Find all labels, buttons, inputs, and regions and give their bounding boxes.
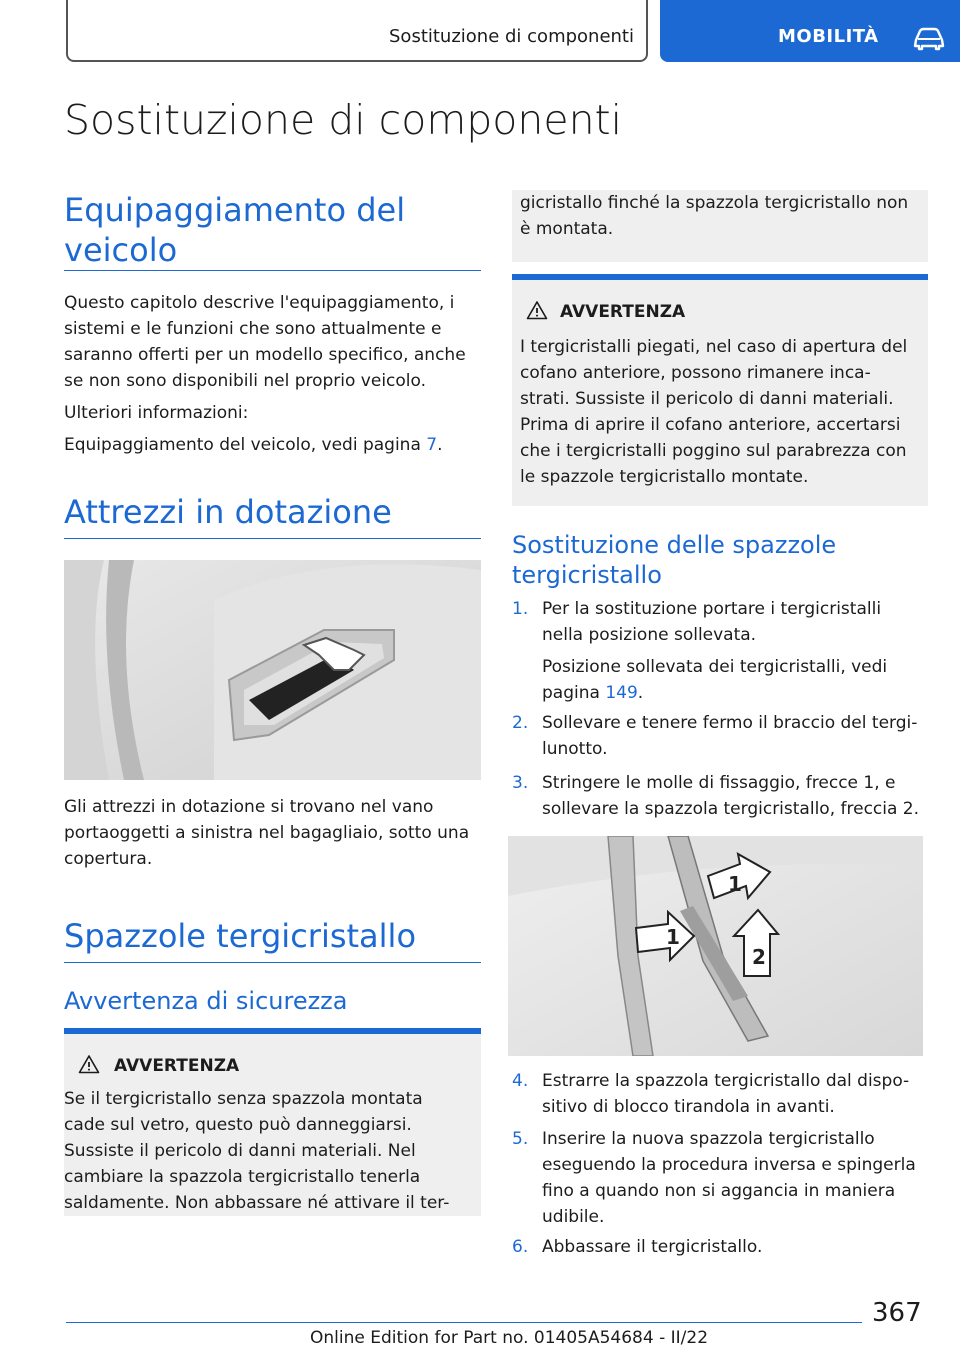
tools-paragraph — [64, 794, 484, 872]
text-line: Se il tergicristallo senza spazzola montata — [64, 1089, 423, 1109]
warning-header — [78, 1054, 240, 1078]
text-line: Estrarre la spazzola tergicristallo dal dispo- — [542, 1071, 910, 1091]
heading-tools: Attrezzi in dotazione — [64, 493, 392, 531]
text-line: eseguendo la procedura inversa e spingerla — [542, 1155, 916, 1175]
text-line: Gli attrezzi in dotazione si trovano nel vano — [64, 797, 434, 817]
text-line: copertura. — [64, 849, 153, 869]
heading-safety: Avvertenza di sicurezza — [64, 987, 348, 1015]
text-line: sitivo di blocco tirandola in avanti. — [542, 1097, 835, 1117]
equipment-paragraph — [64, 290, 484, 458]
text-line: sistemi e le funzioni che sono attualmente e — [64, 319, 442, 339]
reference-end: . — [637, 683, 644, 703]
reference-end: . — [437, 435, 443, 455]
heading-line1: Sostituzione delle spazzole — [512, 531, 837, 559]
warning-title: AVVERTENZA — [114, 1056, 240, 1076]
text-line: cofano anteriore, possono rimanere inca- — [520, 363, 871, 383]
warning-continuation — [512, 190, 928, 262]
header-chapter-title: MOBILITÀ — [778, 26, 879, 47]
text-line: Sollevare e tenere fermo il braccio del tergi- — [542, 713, 918, 733]
footer-divider — [66, 1322, 862, 1323]
wiper-blade-image — [508, 836, 923, 1056]
heading-line2: tergicristallo — [512, 561, 662, 589]
arrow-label-1a: 1 — [728, 872, 742, 896]
warning-text — [520, 334, 925, 490]
reference-text: pagina — [542, 683, 606, 703]
page-link-149[interactable]: 149 — [605, 683, 638, 703]
text-line: Per la sostituzione portare i tergicristalli — [542, 599, 882, 619]
divider — [64, 538, 481, 539]
tools-compartment-image — [64, 560, 481, 780]
step-number: 3. — [512, 773, 529, 793]
text-line: fino a quando non si aggancia in maniera — [542, 1181, 896, 1201]
step-number: 2. — [512, 713, 529, 733]
step-number: 4. — [512, 1071, 529, 1091]
text-line: lunotto. — [542, 739, 608, 759]
warning-box-2 — [512, 280, 928, 506]
divider — [64, 270, 481, 271]
header-chapter-tab[interactable] — [660, 0, 960, 62]
page-link-7[interactable]: 7 — [426, 435, 438, 455]
warning-text — [64, 1086, 474, 1216]
text-line: Inserire la nuova spazzola tergicristallo — [542, 1129, 875, 1149]
arrow-label-2: 2 — [752, 945, 766, 969]
divider — [64, 962, 481, 963]
heading-equipment-line2: veicolo — [64, 231, 178, 269]
heading-replace-wipers — [512, 530, 836, 590]
header-section-tab — [66, 0, 648, 62]
step-number: 5. — [512, 1129, 529, 1149]
text-line: gicristallo finché la spazzola tergicristallo non — [520, 193, 909, 213]
text-line: Stringere le molle di fissaggio, frecce 1, e — [542, 773, 896, 793]
footer-edition: Online Edition for Part no. 01405A54684 - II/22 — [310, 1328, 709, 1348]
heading-equipment-line1: Equipaggiamento del — [64, 191, 406, 229]
text-line: I tergicristalli piegati, nel caso di apertura del — [520, 337, 908, 357]
warning-triangle-icon — [78, 1054, 100, 1074]
text-line: Abbassare il tergicristallo. — [542, 1237, 763, 1257]
equipment-reference — [64, 432, 484, 458]
text-line: cambiare la spazzola tergicristallo tenerla — [64, 1167, 421, 1187]
text-line: saranno offerti per un modello specifico, anche — [64, 345, 466, 365]
warning-title: AVVERTENZA — [560, 302, 686, 322]
header-section-title: Sostituzione di componenti — [389, 26, 634, 47]
page-title: Sostituzione di componenti — [64, 96, 623, 144]
step-number: 1. — [512, 599, 529, 619]
heading-wipers: Spazzole tergicristallo — [64, 917, 417, 955]
car-icon — [912, 26, 946, 52]
text-line: saldamente. Non abbassare né attivare il ter- — [64, 1193, 450, 1213]
text-line: cade sul vetro, questo può danneggiarsi. — [64, 1115, 412, 1135]
text-line: è montata. — [520, 219, 614, 239]
text-line: Questo capitolo descrive l'equipaggiamento, i — [64, 293, 455, 313]
arrow-label-1b: 1 — [666, 925, 680, 949]
text-line: nella posizione sollevata. — [542, 625, 757, 645]
warning-triangle-icon — [526, 300, 548, 320]
text-line: Sussiste il pericolo di danni materiali. Nel — [64, 1141, 416, 1161]
step-number: 6. — [512, 1237, 529, 1257]
reference-text: Equipaggiamento del veicolo, vedi pagina — [64, 435, 427, 455]
text-line: le spazzole tergicristallo montate. — [520, 467, 809, 487]
heading-equipment — [64, 190, 405, 270]
text-line: Posizione sollevata dei tergicristalli, vedi — [542, 657, 888, 677]
text-line: che i tergicristalli poggino sul parabrezza con — [520, 441, 907, 461]
text-line: udibile. — [542, 1207, 605, 1227]
text-line: Prima di aprire il cofano anteriore, accertarsi — [520, 415, 901, 435]
text-line: sollevare la spazzola tergicristallo, freccia 2. — [542, 799, 920, 819]
page-number: 367 — [872, 1298, 922, 1328]
more-info-label: Ulteriori informazioni: — [64, 403, 249, 423]
text-line: strati. Sussiste il pericolo di danni materiali. — [520, 389, 894, 409]
warning-box — [64, 1034, 481, 1216]
text-line: se non sono disponibili nel proprio veicolo. — [64, 371, 427, 391]
step1-reference — [542, 680, 887, 706]
warning-header — [526, 300, 686, 324]
text-line: portaoggetti a sinistra nel bagagliaio, sotto una — [64, 823, 470, 843]
